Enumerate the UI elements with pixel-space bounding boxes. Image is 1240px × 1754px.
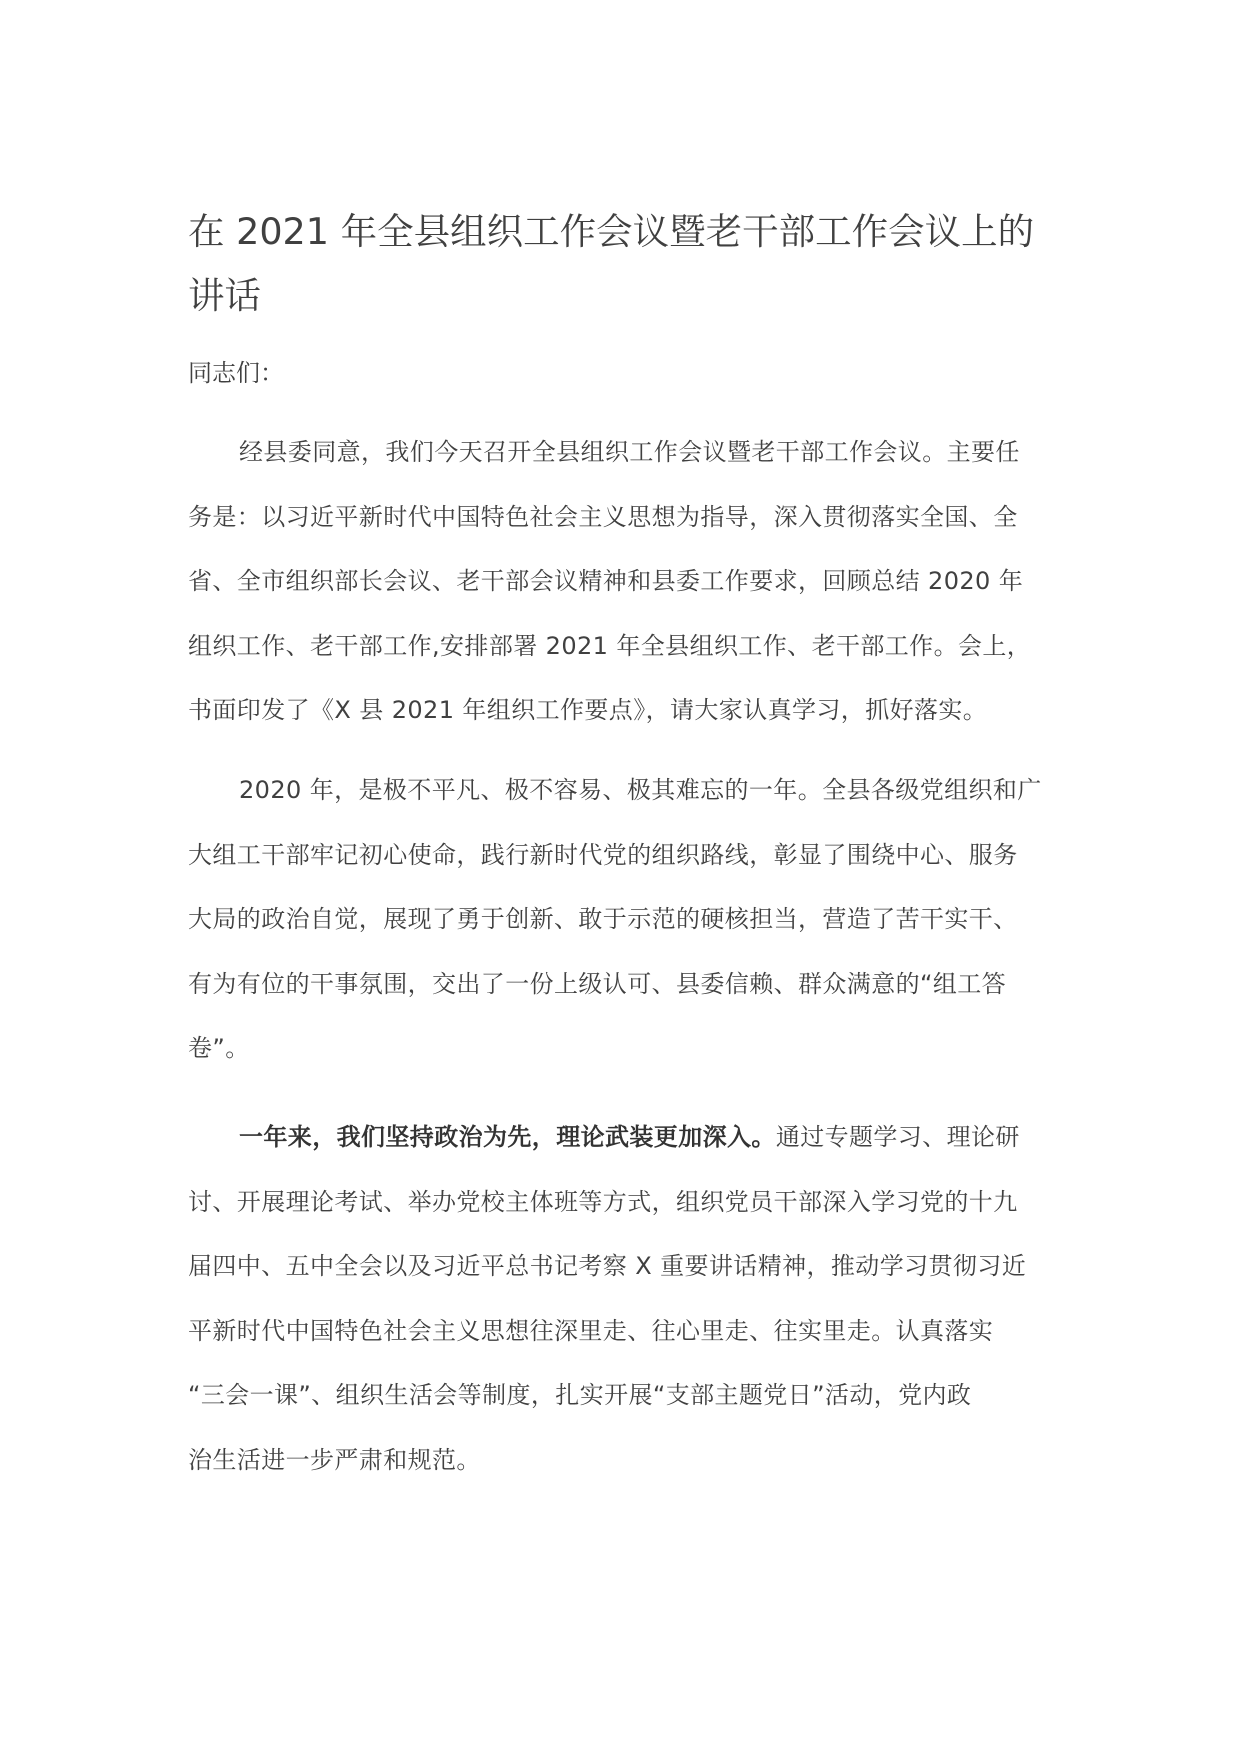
paragraph-line: 组织工作、老干部工作,安排部署 2021 年全县组织工作、老干部工作。会上，	[188, 631, 1032, 660]
paragraph-line: 卷”。	[188, 1034, 250, 1062]
paragraph-line: 治生活进一步严肃和规范。	[188, 1445, 481, 1474]
paragraph-line: 务是：以习近平新时代中国特色社会主义思想为指导，深入贯彻落实全国、全	[188, 502, 1018, 531]
paragraph-line: 讨、开展理论考试、举办党校主体班等方式，组织党员干部深入学习党的十九	[188, 1187, 1018, 1216]
salutation: 同志们：	[188, 359, 284, 387]
paragraph-line: 2020 年，是极不平凡、极不容易、极其难忘的一年。全县各级党组织和广	[239, 776, 1042, 804]
bold-lead-sentence: 一年来，我们坚持政治为先，理论武装更加深入。	[239, 1123, 776, 1151]
paragraph-line: 省、全市组织部长会议、老干部会议精神和县委工作要求，回顾总结 2020 年	[188, 567, 1024, 595]
paragraph-1	[188, 432, 1031, 755]
paragraph-line: 有为有位的干事氛围，交出了一份上级认可、县委信赖、群众满意的“组工答	[188, 969, 1007, 998]
paragraph-3	[188, 1117, 1026, 1504]
title-line-2: 讲话	[188, 274, 261, 317]
paragraph-line: 大组工干部牢记初心使命，践行新时代党的组织路线，彰显了围绕中心、服务	[188, 840, 1018, 869]
paragraph-line: “三会一课”、组织生活会等制度，扎实开展“支部主题党日”活动，党内政	[188, 1381, 972, 1409]
paragraph-2	[188, 770, 1042, 1093]
paragraph-line: 大局的政治自觉，展现了勇于创新、敢于示范的硬核担当，营造了苦干实干、	[188, 905, 1018, 933]
paragraph-line: 平新时代中国特色社会主义思想往深里走、往心里走、往实里走。认真落实	[188, 1316, 994, 1345]
title-line-1: 在 2021 年全县组织工作会议暨老干部工作会议上的	[188, 210, 1035, 253]
paragraph-line: 经县委同意，我们今天召开全县组织工作会议暨老干部工作会议。主要任	[239, 438, 1020, 466]
paragraph-line: 书面印发了《X 县 2021 年组织工作要点》，请大家认真学习，抓好落实。	[188, 696, 988, 724]
paragraph-line	[188, 1117, 1026, 1182]
lead-line-rest: 通过专题学习、理论研	[775, 1123, 1020, 1151]
document-title	[188, 200, 1034, 328]
paragraph-line: 届四中、五中全会以及习近平总书记考察 X 重要讲话精神，推动学习贯彻习近	[188, 1252, 1027, 1280]
